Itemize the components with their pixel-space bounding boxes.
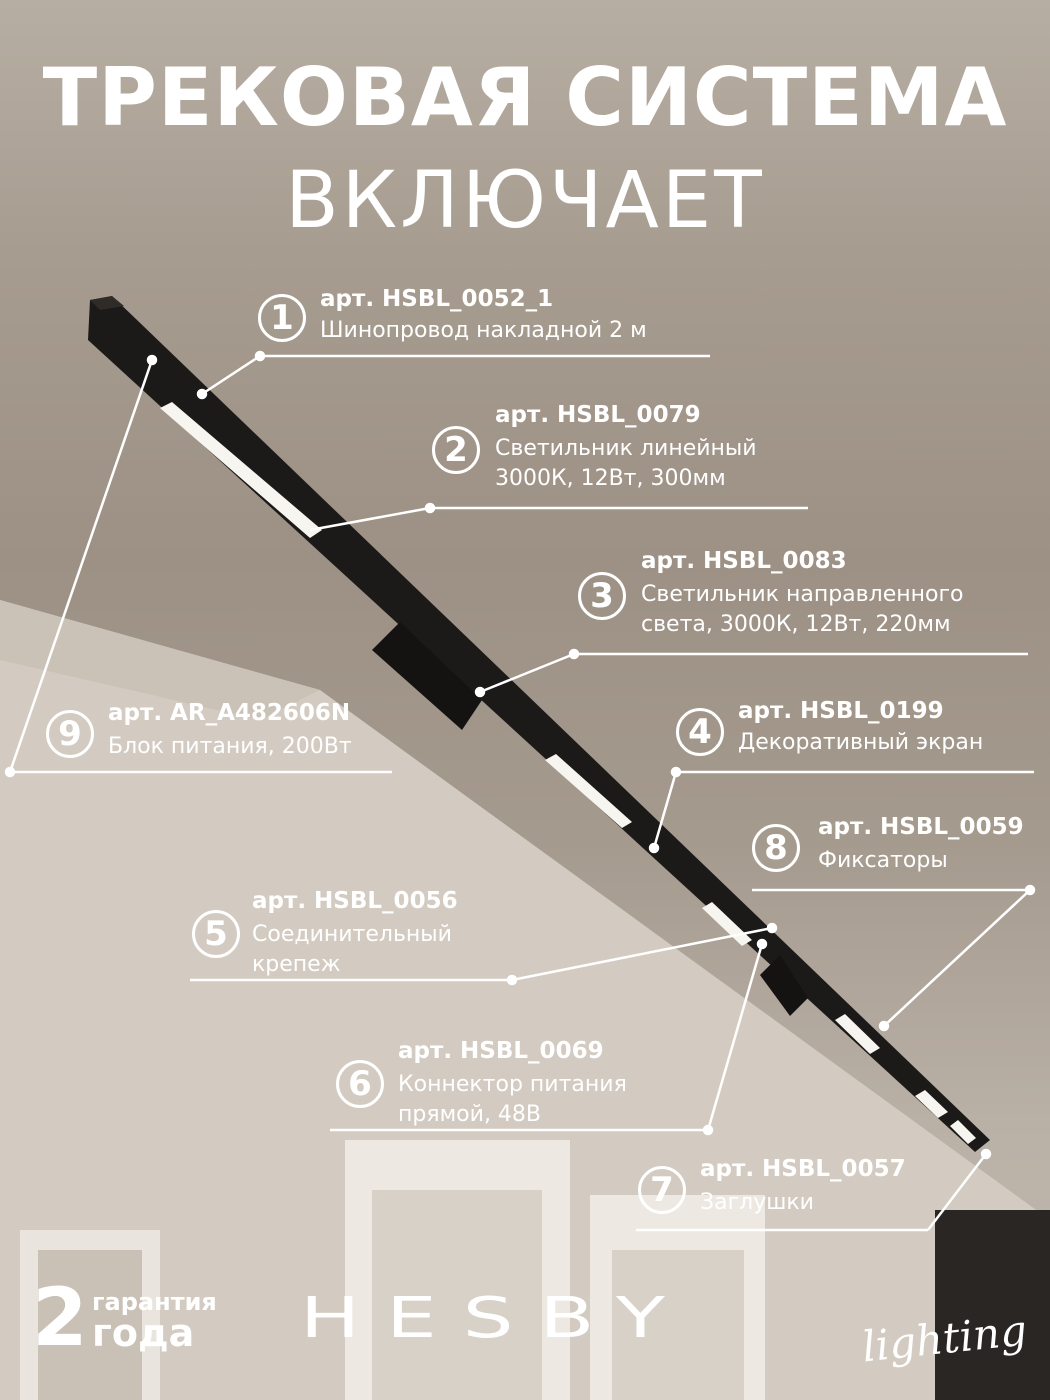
callout-article-7: арт. HSBL_0057 [700,1156,906,1182]
callout-article-9: арт. AR_A482606N [108,700,351,726]
page-subtitle: ВКЛЮЧАЕТ [285,156,765,246]
callout-number-7: 7 [638,1166,686,1214]
callout-number-5: 5 [192,910,240,958]
leader-5-dot [508,976,516,984]
page-title: ТРЕКОВАЯ СИСТЕМА [42,51,1008,144]
leader-9-dot2 [6,768,14,776]
leader-3-dot [476,688,484,696]
leader-8-dot [1026,886,1034,894]
leader-1-dot [198,390,206,398]
leader-6-dot [704,1126,712,1134]
warranty-years: 2 [32,1271,88,1364]
callout-description-4: Декоративный экран [738,730,984,755]
leader-3-dot2 [570,650,578,658]
callout-article-5: арт. HSBL_0056 [252,888,458,914]
callout-description-5: Соединительный крепеж [252,922,452,977]
leader-1a [202,356,260,394]
leader-7-dot [982,1150,990,1158]
callout-article-8: арт. HSBL_0059 [818,814,1024,840]
callout-number-4: 4 [676,708,724,756]
callout-article-2: арт. HSBL_0079 [495,402,701,428]
callout-number-2: 2 [432,426,480,474]
callout-description-3: Светильник направленного света, 3000К, 12Вт, 220мм [641,582,964,637]
callout-description-2: Светильник линейный 3000К, 12Вт, 300мм [495,436,757,491]
callout-article-4: арт. HSBL_0199 [738,698,944,724]
callout-description-1: Шинопровод накладной 2 м [320,318,647,343]
brand-logo: HESBY [300,1285,691,1351]
callout-number-8: 8 [752,824,800,872]
callout-description-8: Фиксаторы [818,848,948,873]
callout-description-6: Коннектор питания прямой, 48В [398,1072,627,1127]
warranty-label: гарантия [92,1288,217,1316]
callout-number-3: 3 [578,572,626,620]
leader-1-dot2 [256,352,264,360]
leader-8-dot2 [880,1022,888,1030]
callout-article-6: арт. HSBL_0069 [398,1038,604,1064]
callout-number-6: 6 [336,1060,384,1108]
callout-article-1: арт. HSBL_0052_1 [320,286,554,312]
callout-description-7: Заглушки [700,1190,814,1215]
leader-9-dot [148,356,156,364]
leader-8b [884,890,1030,1026]
callout-number-9: 9 [46,710,94,758]
callout-number-1: 1 [258,294,306,342]
warranty-unit: года [92,1311,195,1355]
callout-article-3: арт. HSBL_0083 [641,548,847,574]
callout-description-9: Блок питания, 200Вт [108,734,352,759]
shelf-dark [935,1210,1050,1400]
leader-6-dot2 [758,940,766,948]
leader-4-dot [650,844,658,852]
brand-logo-sub: lighting [859,1305,1030,1372]
leader-4-dot2 [672,768,680,776]
leader-2-dot [426,504,434,512]
leader-5-dot2 [768,924,776,932]
